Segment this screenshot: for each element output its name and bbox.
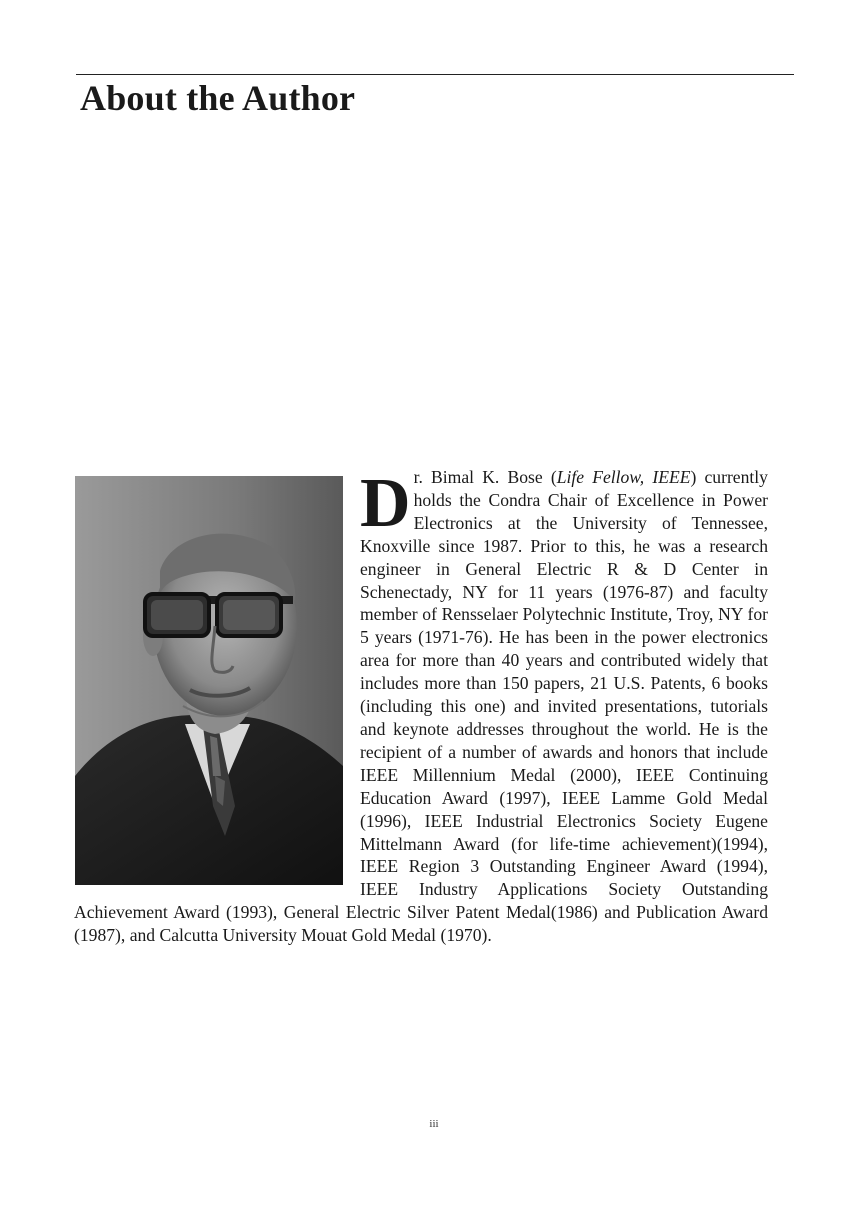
- page-number: iii: [429, 1118, 439, 1130]
- page-title: About the Author: [80, 78, 356, 118]
- drop-cap: D: [360, 465, 411, 542]
- bio-title-italic: Life Fellow, IEEE: [556, 467, 691, 487]
- photo-wrap-spacer: [74, 466, 360, 884]
- bio-lead: r. Bimal K. Bose (: [413, 467, 557, 487]
- header-rule: [76, 74, 794, 75]
- bio-body: ) currently holds the Condra Chair of Excellence in Power Electronics at the University of Tennessee, Knoxville since 1987. Prior to this, he was a research engineer in General Electric R & D Center in Schenectady, NY for 11 years (1976-87) and faculty member of Rensselaer Polytechnic Institute, Troy, NY for 5 years (1971-76). He has been in the power electronics area for more than 40 years and contributed widely that includes more than 150 papers, 21 U.S. Patents, 6 books (including this one) and invited presentations, tutorials and keynote addresses throughout the world. He is the recipient of a number of awards and honors that include IEEE Millennium Medal (2000), IEEE Continuing Education Award (1997), IEEE Lamme Gold Medal (1996), IEEE Industrial Electronics Society Eugene Mittelmann Award (for life-time achievement)(1994), IEEE Region 3 Outstanding Engineer Award (1994), IEEE Industry Applications Society Outstanding Achievement Award (1993), General Electric Silver Patent Medal(1986) and Publication Award (1987), and Calcutta University Mouat Gold Medal (1970).: [74, 467, 768, 946]
- author-bio: [74, 466, 768, 947]
